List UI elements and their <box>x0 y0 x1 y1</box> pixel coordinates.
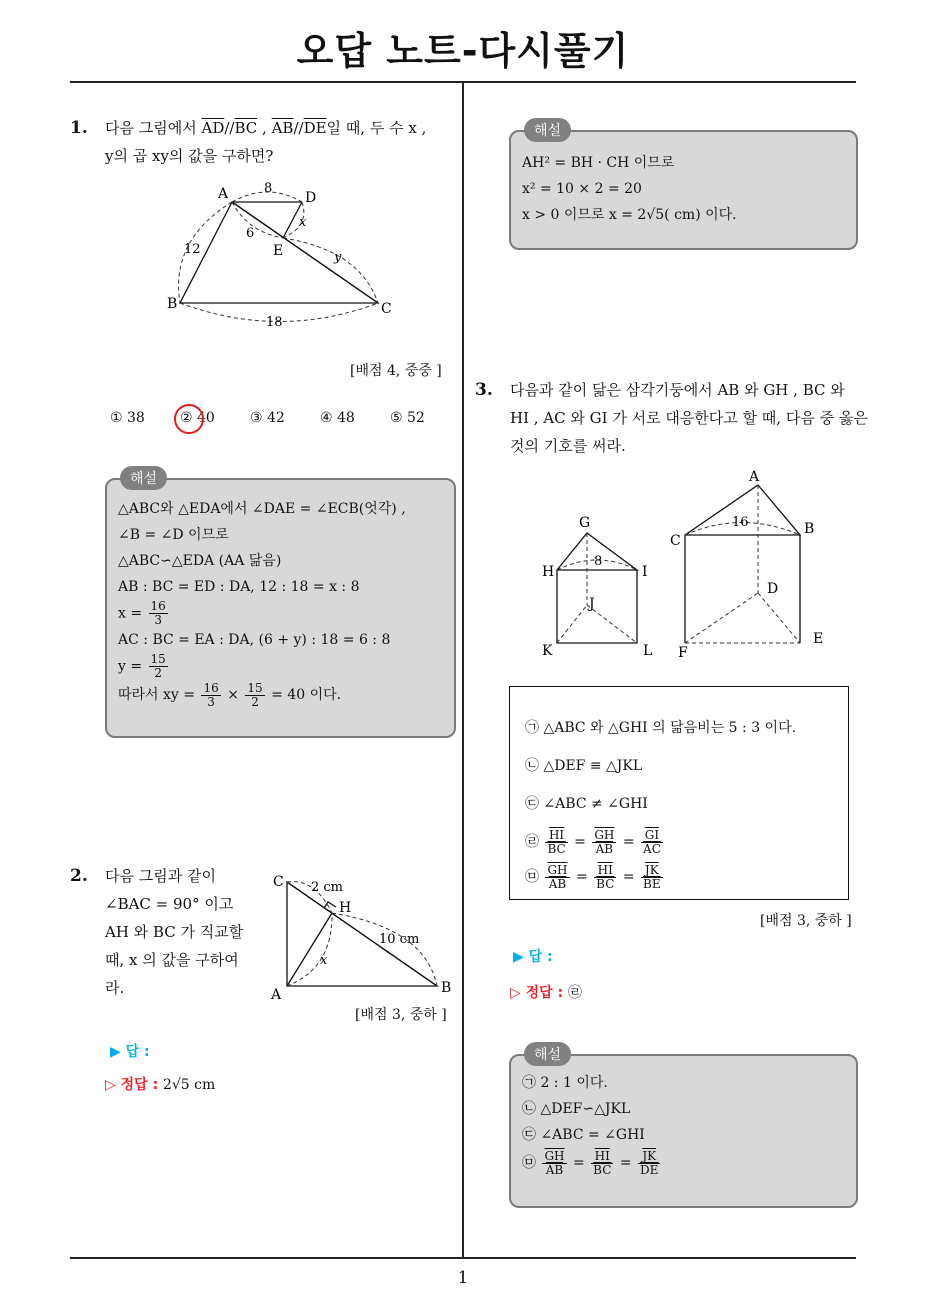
q1-text-b: 일 때, 두 수 x , <box>326 119 427 137</box>
q2-text-line4: 때, x 의 값을 구하여 <box>105 951 239 969</box>
q3-correct-value: ㉣ <box>567 985 582 1001</box>
q3-option-1[interactable]: ㉠ △ABC 와 △GHI 의 닮음비는 5 : 3 이다. <box>525 720 797 736</box>
q3-option-3[interactable]: ㉢ ∠ABC ≠ ∠GHI <box>525 796 648 812</box>
q3-text-line3: 것의 기호를 써라. <box>510 437 626 455</box>
q3-sol-n2: $\overline{HI}$ <box>591 1150 613 1164</box>
q1-sol-y-lhs: y = <box>118 658 143 675</box>
q3-sol-frac3 <box>638 1150 660 1177</box>
q3-opt4-n2: $\overline{GH}$ <box>594 827 615 842</box>
q1-label-e: E <box>273 243 284 259</box>
q2-label-h: H <box>339 900 352 916</box>
q1-label-d: D <box>305 190 317 206</box>
q1-figure <box>160 180 410 330</box>
q1-sol-final-den1: 3 <box>207 694 215 709</box>
q3-label-g: G <box>579 515 591 531</box>
q3-solution-body <box>522 1070 662 1178</box>
q1-seg-bc: $\overline{BC}$ <box>234 119 258 137</box>
q1-text-a: 다음 그림에서 <box>105 119 197 137</box>
q2-label-a: A <box>271 987 282 1003</box>
footer-divider <box>70 1257 856 1259</box>
q3-opt4-frac2 <box>592 829 616 856</box>
q1-comma: , <box>262 119 267 137</box>
q1-sol-line-5 <box>118 600 406 627</box>
q3-label-16: 16 <box>732 515 749 530</box>
q2-sol-line-3: x > 0 이므로 x = 2√5( cm) 이다. <box>522 207 737 223</box>
q3-answer-label: ▶ 답 : <box>513 949 553 965</box>
q3-opt4-n1: $\overline{HI}$ <box>545 829 567 843</box>
q3-opt4-frac3 <box>641 829 663 856</box>
q1-label-b: B <box>167 296 178 312</box>
q3-sol-n3: $\overline{JK}$ <box>638 1150 660 1164</box>
q1-label-y: y <box>334 250 342 265</box>
q1-sol-line-7 <box>118 653 406 680</box>
q1-sol-x-frac <box>149 600 168 627</box>
q2-solution-tab: 해설 <box>524 118 571 142</box>
q3-big-hidden-fd <box>685 593 758 643</box>
q1-sol-line-1: △ABC와 △EDA에서 ∠DAE = ∠ECB(엇각) , <box>118 501 406 517</box>
page-number: 1 <box>457 1268 469 1288</box>
q2-seg-ah <box>287 913 332 986</box>
q1-sol-line-8 <box>118 680 406 710</box>
q1-score: [배점 4, 중중 ] <box>350 363 442 379</box>
q3-opt4-n3: $\overline{GI}$ <box>641 829 663 843</box>
q2-figure <box>265 868 460 1003</box>
q1-seg-ab: $\overline{AB}$ <box>271 119 294 137</box>
q2-answer-label: ▶ 답 : <box>110 1044 150 1060</box>
q2-label-b: B <box>441 980 452 996</box>
q2-sol-line-2: x² = 10 × 2 = 20 <box>522 181 642 197</box>
q2-score: [배점 3, 중하 ] <box>355 1007 447 1023</box>
q3-option-5-mark: ㉤ <box>525 869 539 885</box>
q1-solution-tab: 해설 <box>120 466 167 490</box>
q1-seg-ad: $\overline{AD}$ <box>201 119 225 137</box>
q3-option-4[interactable]: ㉣ $\frac{\overline{HI}}{BC}$ = $\frac{\overline{GH}}{AB}$ = $\frac{\overline{GI}}{AC}$ <box>525 827 661 856</box>
q3-sol-mark: ㉤ <box>522 1155 536 1171</box>
q3-opt5-d1: AB <box>548 876 567 891</box>
q3-number: 3. <box>475 380 493 400</box>
q1-choice-2[interactable]: ② 40 <box>180 410 215 426</box>
q1-sol-final-den2: 2 <box>251 694 259 709</box>
q3-option-2[interactable]: ㉡ △DEF ≡ △JKL <box>525 758 643 774</box>
q3-sol-line-4: ㉤ $\frac{\overline{GH}}{AB}$ = $\frac{\overline{HI}}{BC}$ = $\frac{\overline{JK}}{DE}$ <box>522 1148 659 1177</box>
q1-sol-x-num: 16 <box>150 599 166 613</box>
q3-opt5-n3: $\overline{JK}$ <box>641 864 663 878</box>
q3-options <box>525 708 796 894</box>
q2-label-2cm: 2 cm <box>311 880 344 895</box>
q1-label-18: 18 <box>266 315 283 330</box>
q3-label-a: A <box>749 469 760 485</box>
q1-question <box>105 114 460 170</box>
q3-sol-d3: DE <box>640 1162 659 1177</box>
q3-opt4-frac1 <box>545 829 567 856</box>
q3-label-j: J <box>589 596 595 612</box>
q3-option-5[interactable]: ㉤ $\frac{\overline{GH}}{AB}$ = $\frac{\overline{HI}}{BC}$ = $\frac{\overline{JK}}{BE}$ <box>525 862 661 891</box>
q3-small-prism-edges <box>557 533 637 643</box>
q3-opt4-d3: AC <box>643 841 661 856</box>
q1-choice-5[interactable]: ⑤ 52 <box>390 410 425 426</box>
q3-opt4-d2: AB <box>595 841 614 856</box>
q3-solution-tab: 해설 <box>524 1042 571 1066</box>
q3-big-prism-edges <box>685 485 800 643</box>
q2-text-line1: 다음 그림과 같이 <box>105 867 216 885</box>
q2-solution-body <box>522 150 737 228</box>
q1-sol-x-lhs: x = <box>118 605 143 622</box>
q2-text-line5: 라. <box>105 979 125 997</box>
q2-right-angle-mark <box>324 902 336 908</box>
q2-correct-answer <box>105 1074 215 1094</box>
q3-sol-d2: BC <box>593 1162 612 1177</box>
q3-opt5-d2: BC <box>596 876 615 891</box>
q1-label-c: C <box>381 301 392 317</box>
q1-sol-line-2: ∠B = ∠D 이므로 <box>118 527 229 543</box>
q3-big-hidden-de <box>758 593 800 643</box>
q3-label-d: D <box>767 581 779 597</box>
q3-label-l: L <box>643 643 653 659</box>
q2-question <box>105 862 265 1002</box>
q3-opt4-d1: BC <box>547 841 566 856</box>
q2-text-line3: AH 와 BC 가 직교할 <box>105 923 244 941</box>
q3-text-line1: 다음과 같이 닮은 삼각기둥에서 AB 와 GH , BC 와 <box>510 381 845 399</box>
q1-number: 1. <box>70 118 88 138</box>
q3-label-i: I <box>642 564 648 580</box>
q2-sol-line-1: AH² = BH · CH 이므로 <box>522 155 675 171</box>
q3-label-b: B <box>804 521 815 537</box>
q1-choice-4[interactable]: ④ 48 <box>320 410 355 426</box>
q1-choice-3[interactable]: ③ 42 <box>250 410 285 426</box>
q3-correct-answer <box>510 982 582 1002</box>
q3-label-h: H <box>542 564 555 580</box>
q2-number: 2. <box>70 866 88 886</box>
q1-sol-line-3: △ABC∽△EDA (AA 닮음) <box>118 553 282 569</box>
q1-label-8: 8 <box>264 181 273 196</box>
q2-correct-value: 2√5 cm <box>162 1077 216 1093</box>
q3-sol-n1: $\overline{GH}$ <box>544 1148 565 1163</box>
q1-sol-line-4: AB : BC = ED : DA, 12 : 18 = x : 8 <box>118 579 360 595</box>
q3-text-line2: HI , AC 와 GI 가 서로 대응한다고 할 때, 다음 중 옳은 <box>510 409 868 427</box>
q1-sol-final-a: 따라서 xy = <box>118 687 196 703</box>
q3-score: [배점 3, 중하 ] <box>760 913 852 929</box>
q3-opt5-frac1 <box>545 864 569 891</box>
q1-sol-y-den: 2 <box>154 666 162 680</box>
q1-sol-y-frac <box>149 653 168 680</box>
q2-label-c: C <box>273 874 284 890</box>
page-title: 오답 노트-다시풀기 <box>296 29 630 73</box>
q2-label-10cm: 10 cm <box>379 932 420 947</box>
q1-text-line2: y의 곱 xy의 값을 구하면? <box>105 147 274 165</box>
q3-figure <box>530 465 850 665</box>
q1-label-x: x <box>299 215 307 230</box>
q3-label-e: E <box>813 631 824 647</box>
q3-option-4-mark: ㉣ <box>525 834 539 850</box>
q1-seg-de: $\overline{DE}$ <box>303 119 327 137</box>
q1-sol-final-frac1 <box>201 682 220 709</box>
q2-text-line2: ∠BAC = 90° 이고 <box>105 895 234 913</box>
q3-correct-label: ▷ 정답 : <box>510 985 564 1001</box>
q3-sol-d1: AB <box>545 1162 564 1177</box>
q3-sol-frac2 <box>591 1150 613 1177</box>
q1-sol-final-num1: 16 <box>203 680 219 695</box>
q1-sol-final-num2: 15 <box>247 680 263 695</box>
q3-label-f: F <box>678 645 688 661</box>
q3-opt5-n1: $\overline{GH}$ <box>547 862 568 877</box>
q3-label-c: C <box>670 533 681 549</box>
q1-par-2: // <box>293 119 304 137</box>
q3-label-k: K <box>542 643 553 659</box>
q3-opt5-n2: $\overline{HI}$ <box>594 864 616 878</box>
q1-label-6: 6 <box>246 226 255 241</box>
q3-opt5-d3: BE <box>643 876 661 891</box>
q1-sol-final-b: = 40 이다. <box>271 687 342 703</box>
q3-sol-line-3: ㉢ ∠ABC = ∠GHI <box>522 1127 645 1143</box>
q1-label-a: A <box>218 186 229 202</box>
q1-sol-x-den: 3 <box>154 613 162 627</box>
q1-solution-body <box>118 496 406 710</box>
q3-question <box>510 376 868 460</box>
q3-opt5-frac3 <box>641 864 663 891</box>
q3-sol-line-1: ㉠ 2 : 1 이다. <box>522 1075 608 1091</box>
column-divider <box>462 82 464 1258</box>
q1-choice-1[interactable]: ① 38 <box>110 410 145 426</box>
q3-sol-frac1 <box>542 1150 566 1177</box>
q3-opt5-frac2 <box>594 864 616 891</box>
q1-sol-final-frac2 <box>245 682 264 709</box>
q1-sol-line-6: AC : BC = EA : DA, (6 + y) : 18 = 6 : 8 <box>118 632 391 648</box>
q1-par-1: // <box>224 119 235 137</box>
q3-label-8: 8 <box>594 554 603 569</box>
q1-choice-circle-mark <box>174 404 204 434</box>
q1-sol-final-times: × <box>227 687 239 703</box>
q2-correct-label: ▷ 정답 : <box>105 1077 159 1093</box>
q1-label-12: 12 <box>184 242 201 257</box>
q1-sol-y-num: 15 <box>150 652 166 666</box>
q2-label-x: x <box>320 953 328 968</box>
q3-small-hidden-kj <box>557 605 587 643</box>
q3-sol-line-2: ㉡ △DEF∽△JKL <box>522 1101 631 1117</box>
